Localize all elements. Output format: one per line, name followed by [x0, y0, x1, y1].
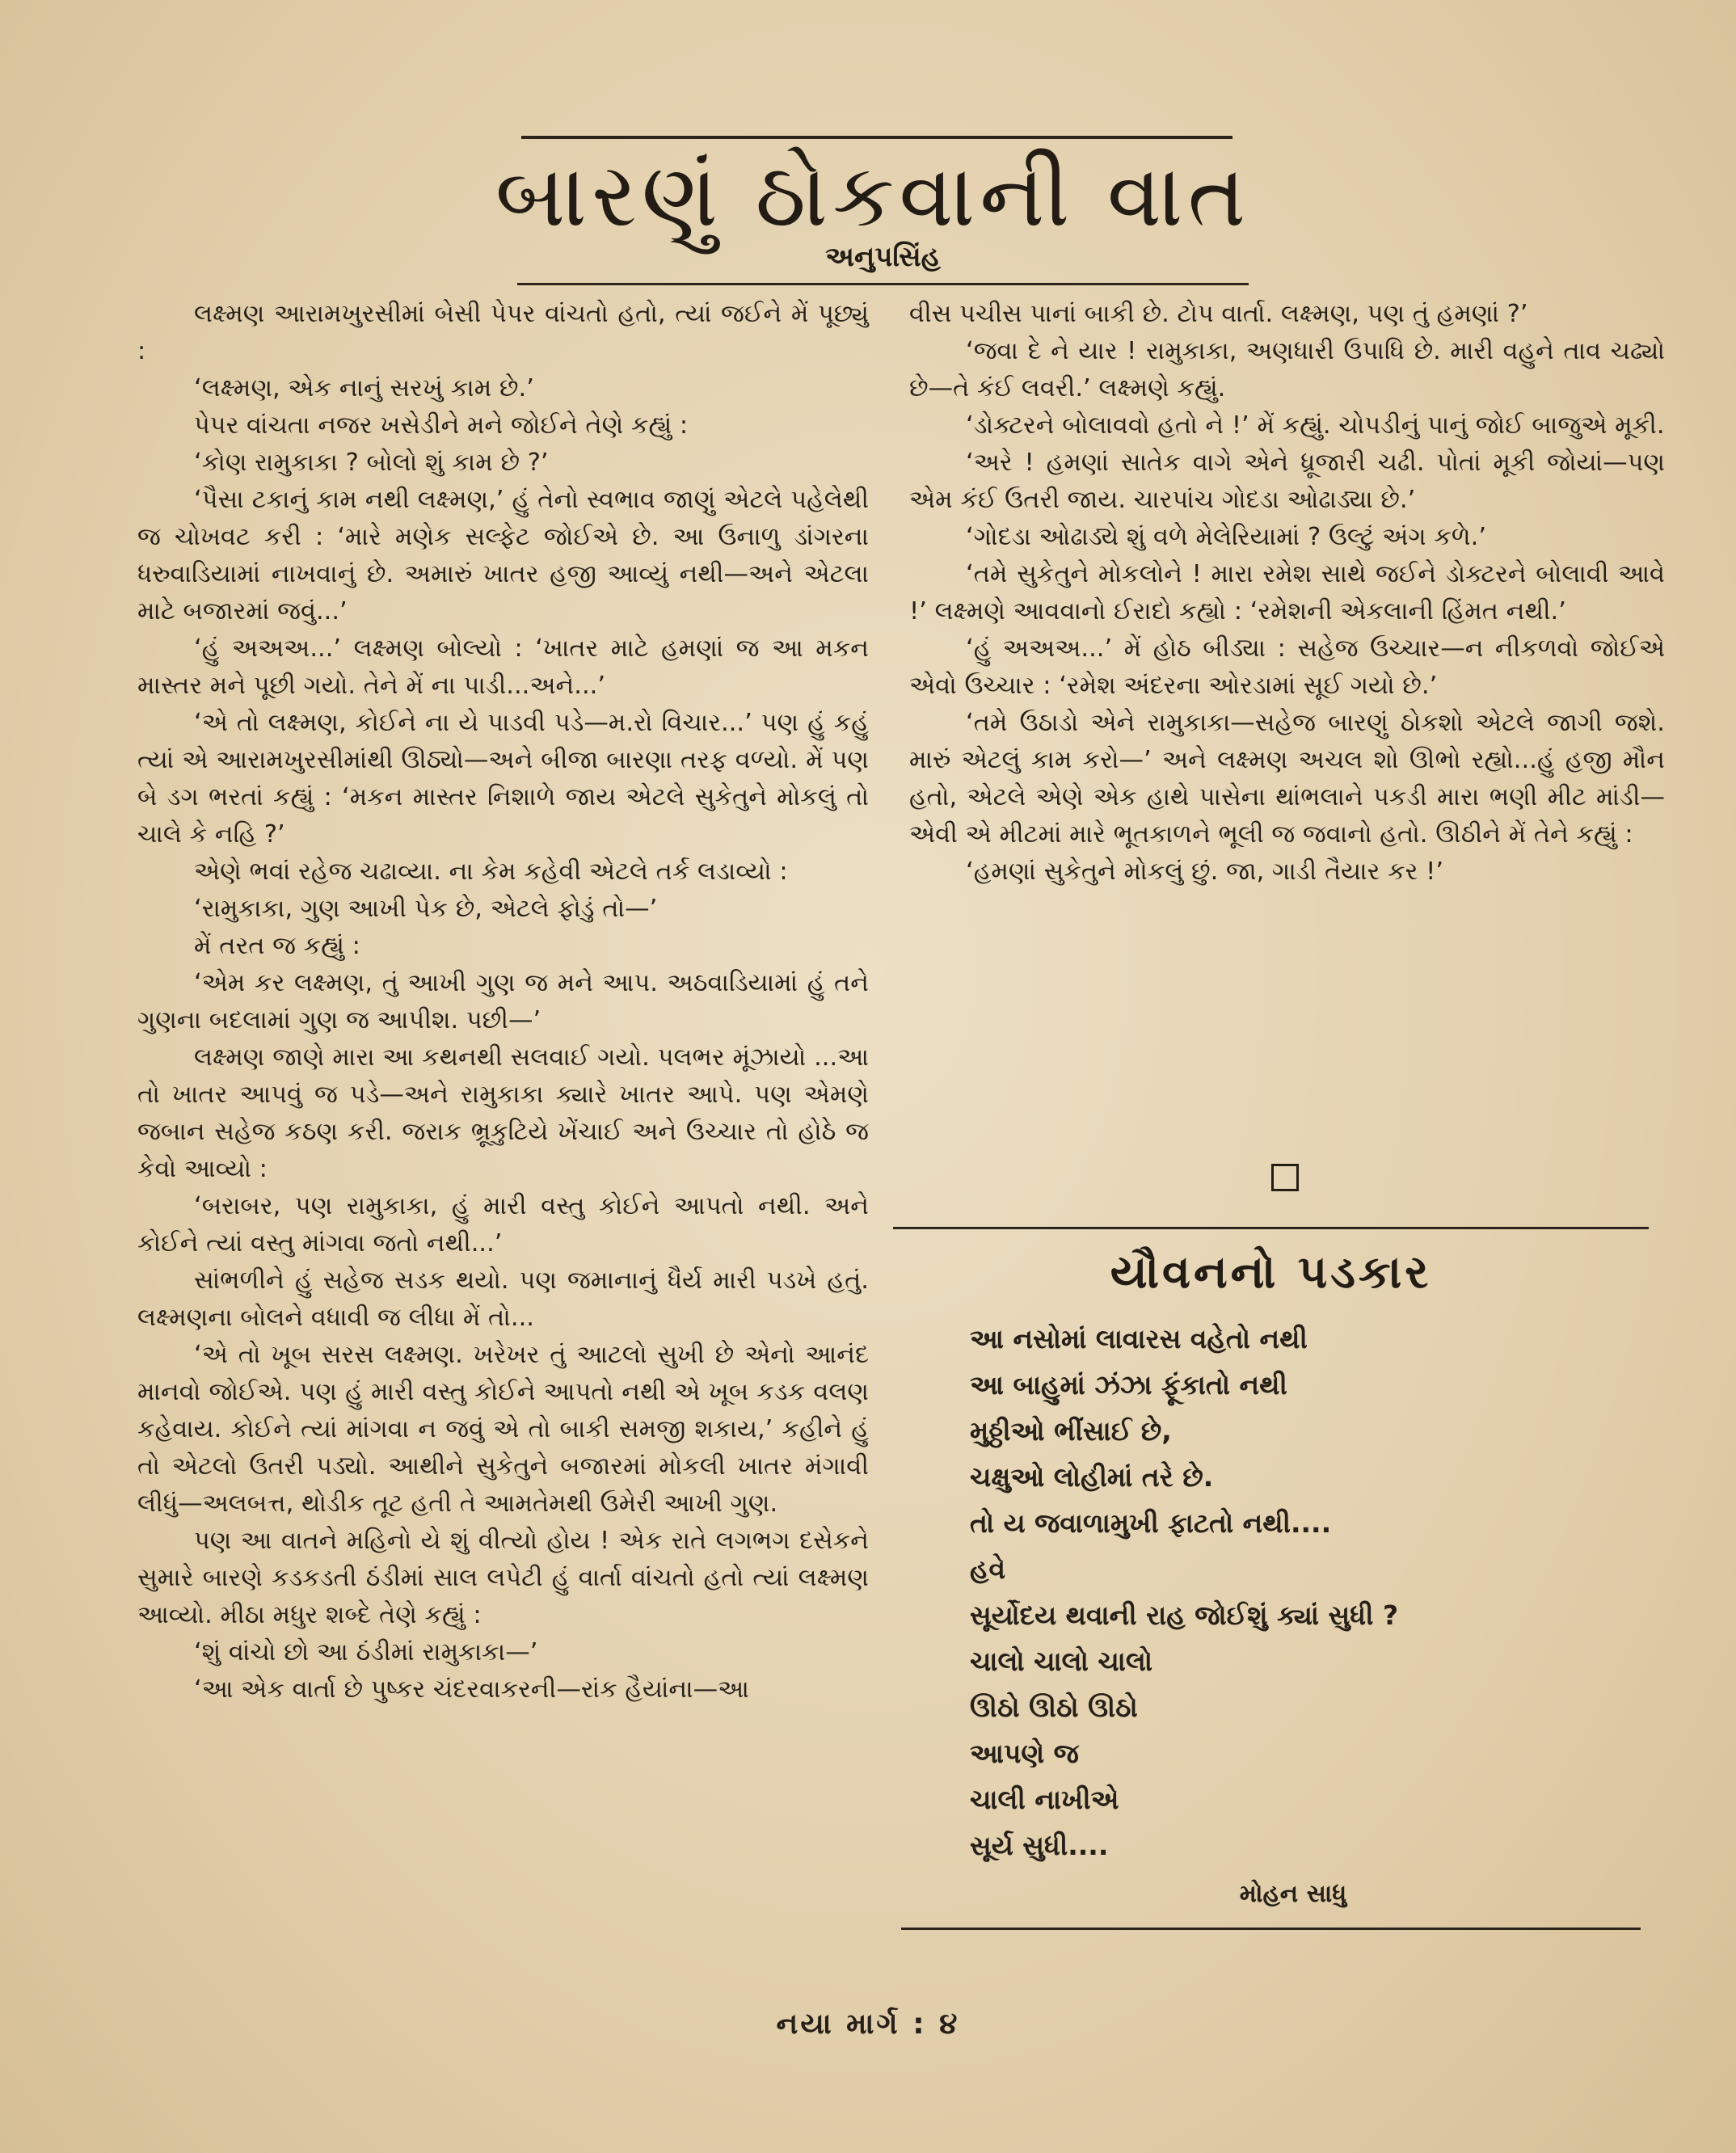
article-paragraph: ‘રામુકાકા, ગુણ આખી પેક છે, એટલે ફોડું તો—’ [194, 895, 658, 923]
article-paragraph: પણ આ વાતને મહિનો યે શું વીત્યો હોય ! એક રાતે લગભગ દસેકને સુમારે બારણે કડકડતી ઠંડીમાં સાલ લપેટી હું વાર્તા વાંચતો હતો ત્યાં લક્ષ્મણ આવ્યો. મીઠા મધુર શબ્દે તેણે કહ્યું : [137, 1527, 869, 1629]
poem-author: મોહન સાધુ [1239, 1880, 1347, 1908]
poem-rule-top [893, 1227, 1649, 1229]
poem-line: ચક્ષુઓ લોહીમાં તરે છે. [970, 1461, 1214, 1493]
article-paragraph: ‘એ તો લક્ષ્મણ, કોઈને ના યે પાડવી પડે—મ.રો વિચાર...’ પણ હું કહું ત્યાં એ આરામખુરસીમાંથી ઊઠ્યો—અને બીજા બારણા તરફ વળ્યો. મેં પણ બે ડગ ભરતાં કહ્યું : ‘મકન માસ્તર નિશાળે જાય એટલે સુકેતુને મોકલું તો ચાલે કે નહિ ?’ [137, 709, 869, 849]
poem-line: હવે [970, 1553, 1006, 1585]
article-paragraph: લક્ષ્મણ આરામખુરસીમાં બેસી પેપર વાંચતો હતો, ત્યાં જઈને મેં પૂછ્યું : [137, 300, 869, 365]
article-paragraph: ‘અરે ! હમણાં સાતેક વાગે એને ધ્રૂજારી ચઢી. પોતાં મૂકી જોયાં—પણ એમ કંઈ ઉતરી જાય. ચારપાંચ ગોદડા ઓઢાડ્યા છે.’ [909, 449, 1665, 514]
poem-line: ચાલી નાખીએ [970, 1784, 1119, 1815]
poem-line: આ નસોમાં લાવારસ વહેતો નથી [970, 1323, 1308, 1355]
article-paragraph: ‘હું અઅઅ...’ મેં હોઠ બીડ્યા : સહેજ ઉચ્ચાર—ન નીકળવો જોઈએ એવો ઉચ્ચાર : ‘રમેશ અંદરના ઓરડામાં સૂઈ ગયો છે.’ [909, 634, 1665, 700]
poem-line: આપણે જ [970, 1738, 1079, 1769]
page-footer: નયા માર્ગ : ૪ [776, 2008, 960, 2041]
article-paragraph: સાંભળીને હું સહેજ સડક થયો. પણ જમાનાનું ધૈર્ય મારી પડખે હતું. લક્ષ્મણના બોલને વધાવી જ લીધા મેં તો... [137, 1266, 869, 1332]
article-paragraph: ‘ડોક્ટરને બોલાવવો હતો ને !’ મેં કહ્યું. ચોપડીનું પાનું જોઈ બાજુએ મૂકી. [966, 411, 1665, 440]
section-end-box-icon [1271, 1164, 1299, 1191]
poem-line: ઊઠો ઊઠો ઊઠો [970, 1692, 1138, 1723]
poem-line: સૂર્ય સુધી.... [970, 1830, 1109, 1861]
title-rule-bottom [517, 283, 1249, 285]
article-paragraph: ‘કોણ રામુકાકા ? બોલો શું કામ છે ?’ [194, 449, 549, 477]
article-paragraph: વીસ પચીસ પાનાં બાકી છે. ટોપ વાર્તા. લક્ષ્મણ, પણ તું હમણાં ?’ [909, 300, 1528, 328]
article-paragraph: ‘આ એક વાર્તા છે પુષ્કર ચંદરવાકરની—રાંક હૈયાંના—આ [194, 1675, 749, 1704]
poem-rule-bottom [901, 1928, 1641, 1930]
article-paragraph: એણે ભવાં રહેજ ચઢાવ્યા. ના કેમ કહેવી એટલે તર્ક લડાવ્યો : [194, 857, 788, 886]
article-paragraph: ‘પૈસા ટકાનું કામ નથી લક્ષ્મણ,’ હું તેનો સ્વભાવ જાણું એટલે પહેલેથી જ ચોખવટ કરી : ‘મારે મણેક સલ્ફેટ જોઈએ છે. આ ઉનાળુ ડાંગરના ધરુવાડિયામાં નાખવાનું છે. અમારું ખાતર હજી આવ્યું નથી—અને એટલા માટે બજારમાં જવું...’ [137, 486, 869, 626]
article-paragraph: ‘જવા દે ને યાર ! રામુકાકા, અણધારી ઉપાધિ છે. મારી વહુને તાવ ચઢ્યો છે—તે કંઈ લવરી.’ લક્ષ્મણે કહ્યું. [909, 337, 1665, 402]
article-column-right [909, 296, 1665, 891]
article-paragraph: ‘લક્ષ્મણ, એક નાનું સરખું કામ છે.’ [194, 374, 534, 402]
article-paragraph: ‘તમે ઉઠાડો એને રામુકાકા—સહેજ બારણું ઠોકશો એટલે જાગી જશે. મારું એટલું કામ કરો—’ અને લક્ષ્મણ અચલ શો ઊભો રહ્યો...હું હજી મૌન હતો, એટલે એણે એક હાથે પાસેના થાંભલાને પકડી મારા ભણી મીટ માંડી—એવી એ મીટમાં મારે ભૂતકાળને ભૂલી જ જવાનો હતો. ઊઠીને મેં તેને કહ્યું : [909, 709, 1665, 849]
article-paragraph: લક્ષ્મણ જાણે મારા આ કથનથી સલવાઈ ગયો. પલભર મૂંઝાયો ...આ તો ખાતર આપવું જ પડે—અને રામુકાકા ક્યારે ખાતર આપે. પણ એમણે જબાન સહેજ કઠણ કરી. જરાક ભ્રૂકુટિયે ખેંચાઈ અને ઉચ્ચાર તો હોઠે જ કેવો આવ્યો : [137, 1043, 869, 1183]
article-paragraph: પેપર વાંચતા નજર ખસેડીને મને જોઈને તેણે કહ્યું : [194, 411, 689, 440]
poem-line: મુઠ્ઠીઓ ભીંસાઈ છે, [970, 1415, 1172, 1447]
article-paragraph: ‘તમે સુકેતુને મોકલોને ! મારા રમેશ સાથે જઈને ડોક્ટરને બોલાવી આવે !’ લક્ષ્મણે આવવાનો ઈરાદો કહ્યો : ‘રમેશની એકલાની હિંમત નથી.’ [909, 560, 1665, 626]
poem-line: ચાલો ચાલો ચાલો [970, 1645, 1153, 1677]
poem-line: તો ય જવાળામુખી ફાટતો નથી.... [970, 1507, 1332, 1539]
article-paragraph: ‘શું વાંચો છો આ ઠંડીમાં રામુકાકા—’ [194, 1638, 538, 1666]
article-paragraph: ‘હું અઅઅ...’ લક્ષ્મણ બોલ્યો : ‘ખાતર માટે હમણાં જ આ મકન માસ્તર મને પૂછી ગયો. તેને મેં ના પાડી...અને...’ [137, 634, 869, 700]
poem-line: આ બાહુમાં ઝંઝા ફૂંકાતો નથી [970, 1369, 1287, 1401]
article-paragraph: ‘એમ કર લક્ષ્મણ, તું આખી ગુણ જ મને આપ. અઠવાડિયામાં હું તને ગુણના બદલામાં ગુણ જ આપીશ. પછી—’ [137, 969, 869, 1034]
article-column-left [137, 296, 869, 1708]
article-paragraph: ‘હમણાં સુકેતુને મોકલું છું. જા, ગાડી તૈયાર કર !’ [966, 857, 1444, 886]
article-paragraph: ‘ગોદડા ઓઢાડ્યે શું વળે મેલેરિયામાં ? ઉલ્ટું અંગ કળે.’ [966, 523, 1487, 551]
article-title: બારણું ઠોકવાની વાત [495, 145, 1251, 246]
poem-line: સૂર્યોદય થવાની રાહ જોઈશું ક્યાં સુધી ? [970, 1599, 1399, 1631]
article-paragraph: ‘એ તો ખૂબ સરસ લક્ષ્મણ. ખરેખર તું આટલો સુખી છે એનો આનંદ માનવો જોઈએ. પણ હું મારી વસ્તુ કોઈને આપતો નથી એ ખૂબ કડક વલણ કહેવાય. કોઈને ત્યાં માંગવા ન જવું એ તો બાકી સમજી શકાય,’ કહીને હું તો એટલો ઉતરી પડ્યો. આથીને સુકેતુને બજારમાં મોકલી ખાતર મંગાવી લીધું—અલબત્ત, થોડીક તૂટ હતી તે આમતેમથી ઉમેરી આખી ગુણ. [137, 1341, 869, 1518]
article-author: અનુપસિંહ [825, 241, 941, 273]
poem-title: યૌવનનો પડકાર [1110, 1246, 1432, 1299]
article-paragraph: મેં તરત જ કહ્યું : [194, 932, 360, 960]
article-paragraph: ‘બરાબર, પણ રામુકાકા, હું મારી વસ્તુ કોઈને આપતો નથી. અને કોઈને ત્યાં વસ્તુ માંગવા જતો નથી...’ [137, 1192, 869, 1258]
poem-lines [970, 1316, 1649, 1869]
title-rule-top [521, 136, 1232, 139]
